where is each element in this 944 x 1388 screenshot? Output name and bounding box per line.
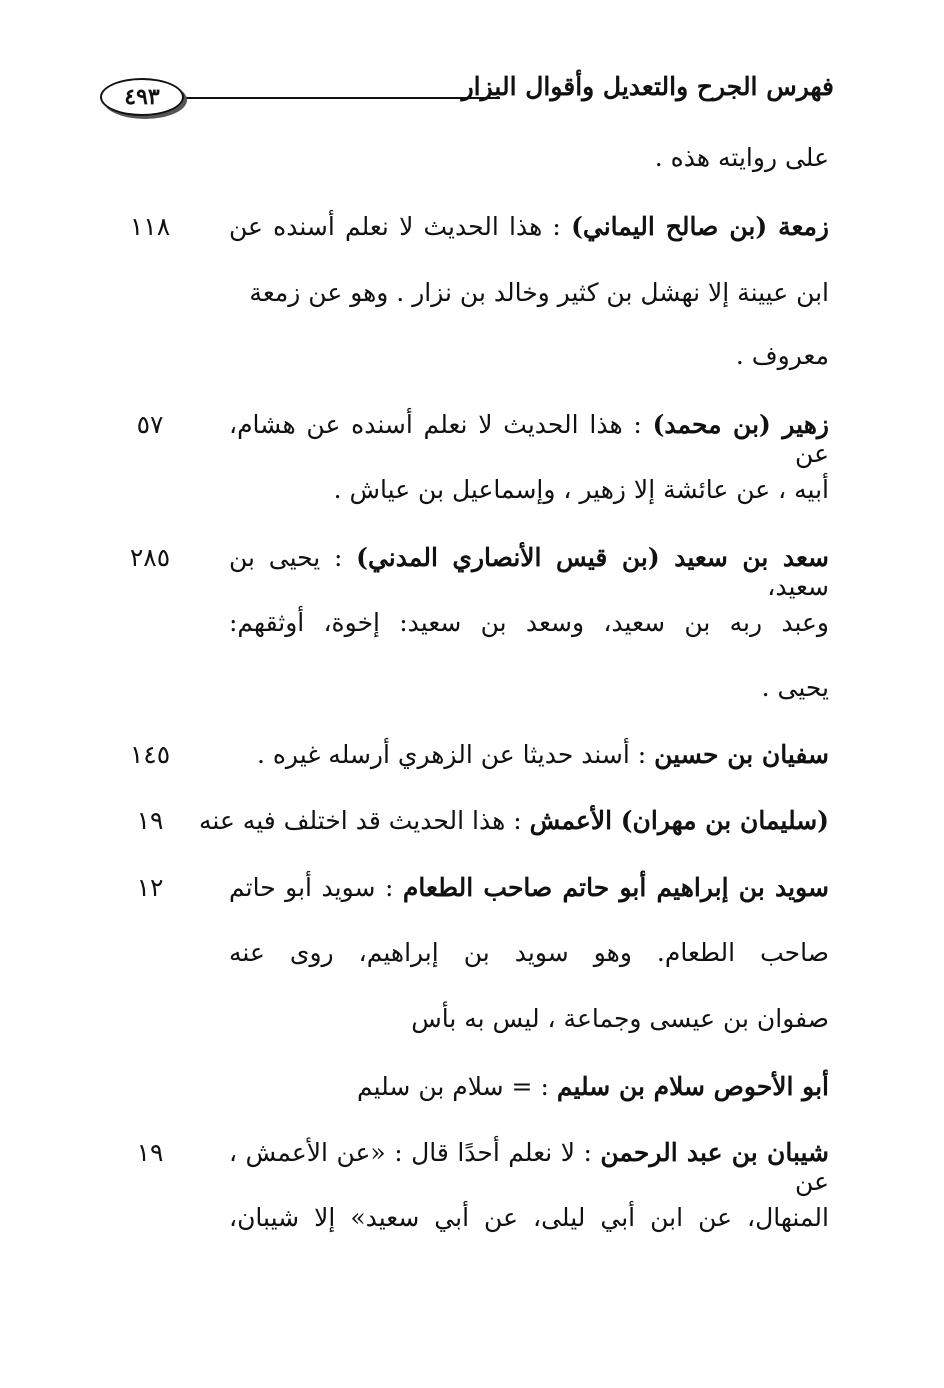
- entry-text: : هذا الحديث قد اختلف فيه عنه: [199, 806, 522, 835]
- entry-line: صاحب الطعام. وهو سويد بن إبراهيم، روى عنه: [229, 938, 829, 967]
- entry-first-line: [199, 806, 829, 835]
- entry-first-line: [229, 740, 829, 769]
- entry-first-line: [229, 1138, 829, 1196]
- entry-term: زمعة (بن صالح اليماني): [571, 212, 830, 241]
- entry-ref: ١١٨: [129, 212, 171, 241]
- entry-text: : لا نعلم أحدًا قال : «عن الأعمش ، عن: [229, 1138, 829, 1196]
- page-header-title: فهرس الجرح والتعديل وأقوال البزار: [461, 72, 834, 101]
- entry-text: : هذا الحديث لا نعلم أسنده عن هشام، عن: [229, 410, 829, 468]
- entry-first-line: [229, 543, 829, 601]
- entry-term: سويد بن إبراهيم أبو حاتم صاحب الطعام: [402, 873, 829, 902]
- entry-ref: ١٩: [136, 1138, 164, 1167]
- entry-term: زهير (بن محمد): [652, 410, 829, 439]
- entry-line: أبيه ، عن عائشة إلا زهير ، وإسماعيل بن عياش .: [333, 475, 829, 504]
- entry-text: : سويد أبو حاتم: [229, 873, 394, 902]
- entry-line: وعبد ربه بن سعيد، وسعد بن سعيد: إخوة، أوثقهم:: [229, 608, 829, 637]
- entry-ref: ١٢: [136, 873, 164, 902]
- entry-term: سفيان بن حسين: [654, 740, 829, 769]
- entry-text: : يحيى بن سعيد،: [229, 543, 829, 601]
- entry-first-line: [229, 1072, 829, 1101]
- entry-text: : أسند حديثا عن الزهري أرسله غيره .: [256, 740, 647, 769]
- entry-first-line: [229, 212, 829, 241]
- entry-term: (سليمان بن مهران) الأعمش: [529, 806, 829, 835]
- entry-line: ابن عيينة إلا نهشل بن كثير وخالد بن نزار . وهو عن زمعة: [249, 278, 829, 307]
- entry-line: معروف .: [735, 341, 829, 370]
- entry-line: صفوان بن عيسى وجماعة ، ليس به بأس: [411, 1004, 829, 1033]
- entry-text: : هذا الحديث لا نعلم أسنده عن: [229, 212, 561, 241]
- page-number: ٤٩٣: [124, 84, 160, 110]
- entry-first-line: [229, 873, 829, 902]
- entry-first-line: [229, 410, 829, 468]
- entry-ref: ١٩: [136, 806, 164, 835]
- entry-ref: ٥٧: [136, 410, 164, 439]
- header-rule: [180, 97, 500, 99]
- entry-term: شيبان بن عبد الرحمن: [600, 1138, 829, 1167]
- entry-term: أبو الأحوص سلام بن سليم: [556, 1072, 829, 1101]
- entry-line: يحيى .: [761, 673, 829, 702]
- page-number-badge: [100, 78, 184, 116]
- entry-line: المنهال، عن ابن أبي ليلى، عن أبي سعيد» إلا شيبان،: [229, 1203, 829, 1232]
- entry-ref: ٢٨٥: [129, 543, 171, 572]
- entry-term: سعد بن سعيد (بن قيس الأنصاري المدني): [356, 543, 829, 572]
- entry-text: : = سلام بن سليم: [356, 1072, 549, 1101]
- entry-line: على روايته هذه .: [654, 143, 829, 172]
- entry-ref: ١٤٥: [129, 740, 171, 769]
